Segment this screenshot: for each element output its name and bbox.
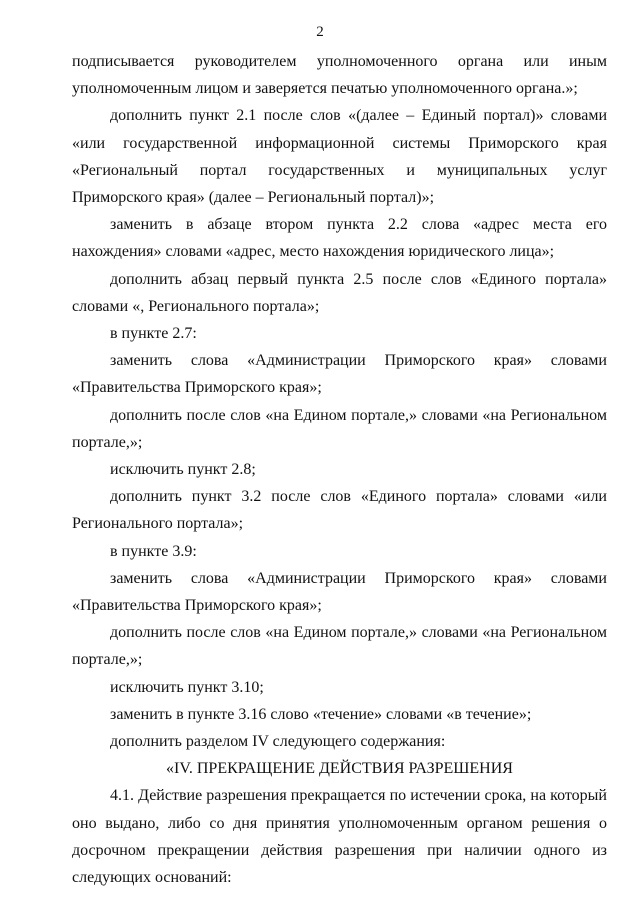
paragraph: дополнить после слов «на Едином портале,» словами «на Региональном портале,»; [72,624,607,669]
document-body [72,48,607,891]
paragraph: в пункте 2.7: [110,325,197,343]
paragraph: дополнить разделом IV следующего содержания: [110,733,446,751]
page-number: 2 [316,24,324,40]
paragraph: заменить слова «Администрации Приморского края» словами «Правительства Приморского края»; [72,569,607,615]
paragraph: исключить пункт 3.10; [110,678,264,696]
paragraph: в пункте 3.9: [110,542,197,560]
paragraph: заменить в абзаце втором пункта 2.2 слова «адрес места его нахождения» словами «адрес, место нахождения юридического лица»; [72,216,607,261]
paragraph: заменить слова «Администрации Приморского края» словами «Правительства Приморского края»; [72,352,607,397]
paragraph: дополнить после слов «на Едином портале,» словами «на Региональном портале,»; [72,406,607,451]
paragraph: подписывается руководителем уполномоченного органа или иным уполномоченным лицом и заверяется печатью уполномоченного органа.»; [72,53,607,98]
paragraph: 4.1. Действие разрешения прекращается по истечении срока, на который оно выдано, либо со дня принятия уполномоченным органом решения о досрочном прекращении действия разрешения при наличии одного из следующих оснований: [72,787,607,887]
section-heading: «IV. ПРЕКРАЩЕНИЕ ДЕЙСТВИЯ РАЗРЕШЕНИЯ [166,760,513,778]
paragraph: дополнить пункт 2.1 после слов «(далее – Единый портал)» словами «или государственной информационной системы Приморского края «Региональный портал государственных и муниципальных услуг Приморского края» (далее – Региональный портал)»; [72,107,607,207]
paragraph: дополнить пункт 3.2 после слов «Единого портала» словами «или Регионального портала»; [72,488,607,533]
paragraph: заменить в пункте 3.16 слово «течение» словами «в течение»; [110,705,532,723]
paragraph: исключить пункт 2.8; [110,461,256,479]
paragraph: дополнить абзац первый пункта 2.5 после слов «Единого портала» словами «, Регионального портала»; [72,270,607,315]
